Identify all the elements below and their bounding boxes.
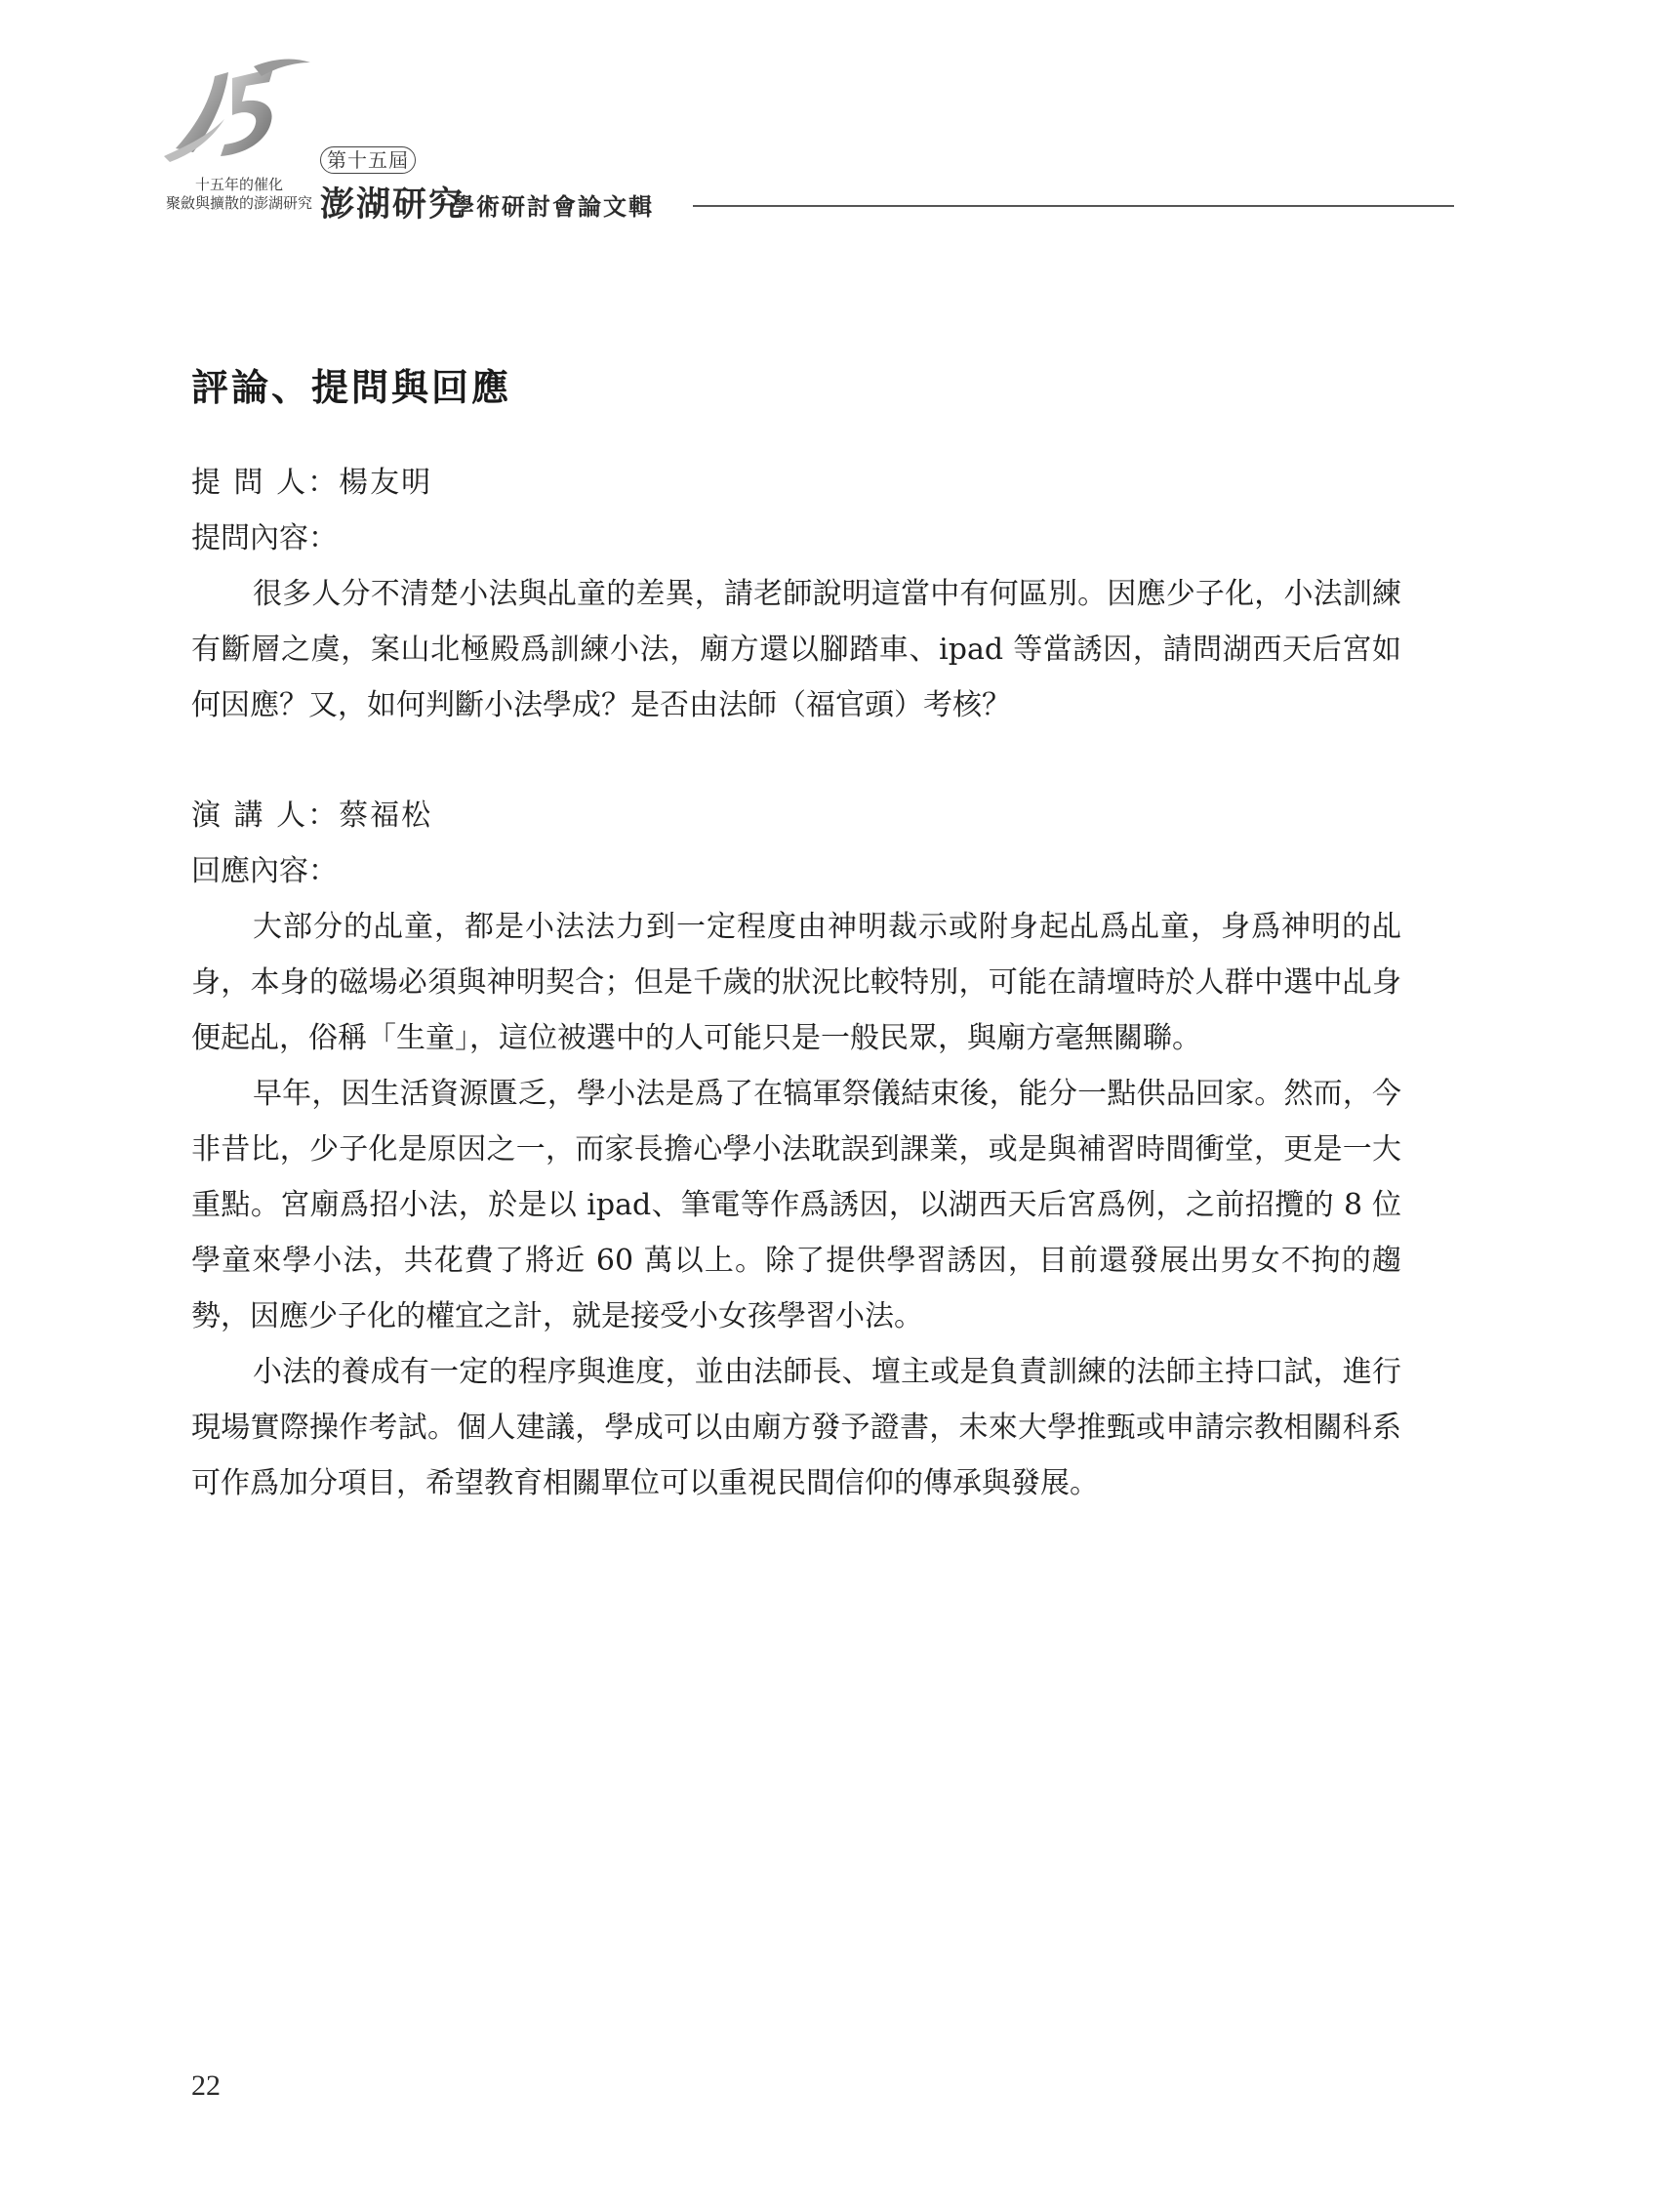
section-title: 評論、提問與回應 <box>191 366 512 409</box>
response-content-label: 回應內容： <box>191 854 338 888</box>
response-paragraph-2: 早年，因生活資源匱乏，學小法是爲了在犒軍祭儀結束後，能分一點供品回家。然而，今非昔比，少子化是原因之一，而家長擔心學小法耽誤到課業，或是與補習時間衝堂，更是一大重點。宮廟爲招小法，於是以 ipad、筆電等作爲誘因，以湖西天后宮爲例，之前招攬的 8 位學童來學小法，共花費了將近 60 萬以上。除了提供學習誘因，目前還發展出男女不拘的趨勢，因應少子化的權宜之計，就是接受小女孩學習小法。 <box>191 1077 1401 1333</box>
response-paragraph-1: 大部分的乩童，都是小法法力到一定程度由神明裁示或附身起乩爲乩童，身爲神明的乩身，本身的磁場必須與神明契合；但是千歲的狀況比較特別，可能在請壇時於人群中選中乩身便起乩，俗稱「生童」，這位被選中的人可能只是一般民眾，與廟方毫無關聯。 <box>191 910 1401 1055</box>
conference-logo <box>156 59 312 215</box>
response-paragraph-3: 小法的養成有一定的程序與進度，並由法師長、壇主或是負責訓練的法師主持口試，進行現場實際操作考試。個人建議，學成可以由廟方發予證書，未來大學推甄或申請宗教相關科系可作爲加分項目，希望教育相關單位可以重視民間信仰的傳承與發展。 <box>191 1355 1401 1500</box>
logo-tagline-1: 十五年的催化 <box>194 176 283 193</box>
edition-label: 第十五屆 <box>320 146 416 174</box>
publication-subtitle: 學術研討會論文輯 <box>451 192 654 221</box>
section-spacer <box>191 733 1401 788</box>
15-anniversary-emblem-icon <box>156 59 312 166</box>
asker-label: 提 問 人：楊友明 <box>191 466 433 500</box>
speaker-label: 演 講 人：蔡福松 <box>191 799 433 833</box>
header-divider <box>693 205 1454 207</box>
page-number: 22 <box>191 2069 221 2102</box>
question-paragraph: 很多人分不清楚小法與乩童的差異，請老師說明這當中有何區別。因應少子化，小法訓練有斷層之虞，案山北極殿爲訓練小法，廟方還以腳踏車、ipad 等當誘因，請問湖西天后宮如何因應？又，如何判斷小法學成？是否由法師（福官頭）考核？ <box>191 577 1401 722</box>
page-header <box>146 59 1454 225</box>
publication-name: 澎湖研究 <box>320 184 465 225</box>
logo-tagline-2: 聚斂與擴散的澎湖研究 <box>165 194 312 212</box>
qa-content <box>191 455 1401 1511</box>
question-content-label: 提問內容： <box>191 521 338 555</box>
